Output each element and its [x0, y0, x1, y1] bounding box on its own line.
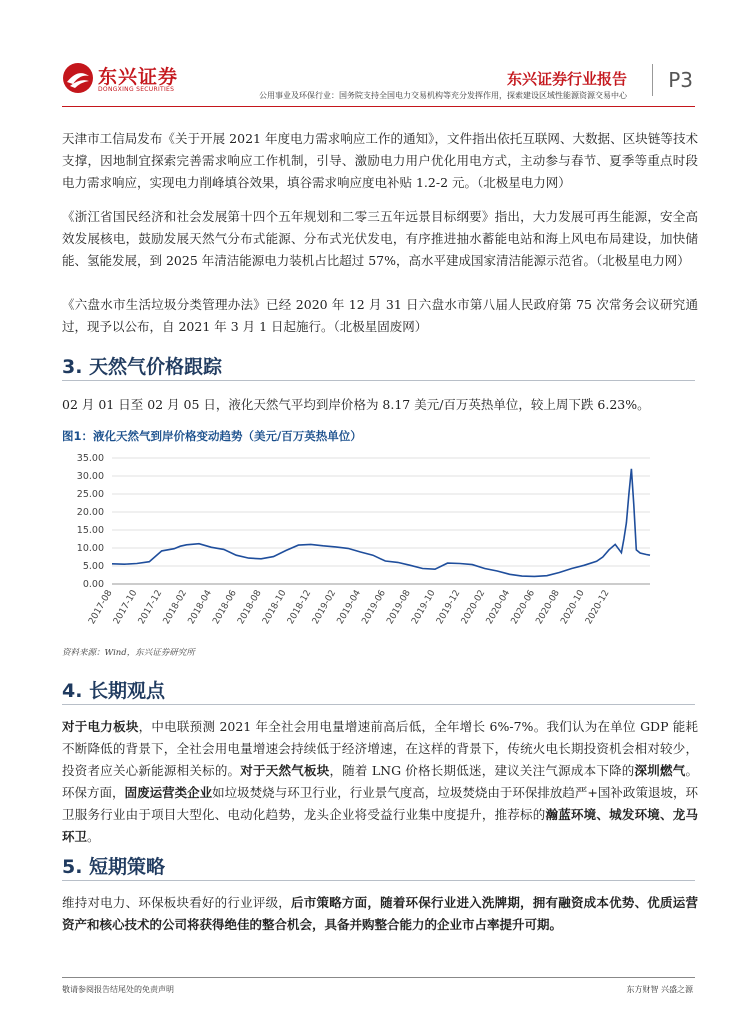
- text-span: ，随着 LNG 价格长期低迷，建议关注气源成本下降的: [329, 763, 635, 778]
- footer-disclaimer: 敬请参阅报告结尾处的免责声明: [62, 985, 174, 994]
- gas-price-summary: 02 月 01 日至 02 月 05 日，液化天然气平均到岸价格为 8.17 美元/百万英热单位，较上周下跌 6.23%。: [62, 397, 650, 412]
- x-tick-label: 2019-04: [335, 588, 364, 627]
- section-heading-gas-price: 3. 天然气价格跟踪: [62, 356, 223, 378]
- short-term-strategy: [62, 892, 698, 936]
- y-tick-label: 20.00: [76, 507, 104, 518]
- logo-emblem-icon: [62, 62, 94, 94]
- x-tick-label: 2020-04: [484, 588, 513, 627]
- news-paragraph-zhejiang: 《浙江省国民经济和社会发展第十四个五年规划和二零三五年远景目标纲要》指出，大力发展可再生能源，安全高效发展核电，鼓励发展天然气分布式能源、分布式光伏发电，有序推进抽水蓄能电站和海上风电布局建设，加快储能、氢能发展，到 2025 年清洁能源电力装机占比超过 57%，高水平建成国家清洁能源示范省。（北极星电力网）: [62, 209, 698, 268]
- text-span: ，中电联预测 2021 年全社会用电量增速前高后低，全年增长 6%-7%。我们认为在单位 GDP 能耗不断降低的背景下，全社会用电量增速会持续低于经济增速，在这样的背景下，传统火电长期投资机会相对较少，投资者应关心新能源相关标的。: [62, 719, 698, 778]
- footer-rule: [62, 977, 695, 978]
- y-tick-label: 25.00: [76, 489, 104, 500]
- lng-price-line: [112, 469, 650, 577]
- x-tick-label: 2019-08: [385, 588, 413, 627]
- y-tick-label: 15.00: [76, 525, 104, 536]
- footer-slogan: 东方财智 兴盛之源: [626, 985, 693, 994]
- header-subtitle: 公用事业及环保行业：国务院支持全国电力交易机构等充分发挥作用，探索建设区域性能源资源交易中心: [259, 91, 627, 100]
- section-heading-short-term: 5. 短期策略: [62, 856, 166, 878]
- x-tick-label: 2017-08: [87, 588, 115, 627]
- x-tick-label: 2018-06: [211, 588, 239, 627]
- figure-title: 图1：液化天然气到岸价格变动趋势（美元/百万英热单位）: [62, 429, 362, 443]
- y-tick-label: 30.00: [76, 471, 104, 482]
- figure-source: 资料来源：Wind，东兴证券研究所: [62, 648, 195, 658]
- y-tick-label: 35.00: [76, 453, 104, 464]
- section-rule: [62, 380, 695, 381]
- x-tick-label: 2018-12: [285, 588, 314, 627]
- x-tick-label: 2017-12: [136, 588, 165, 627]
- logo-text-en: DONGXING SECURITIES: [98, 86, 175, 93]
- y-tick-label: 5.00: [82, 561, 104, 572]
- section-heading-long-term: 4. 长期观点: [62, 680, 166, 702]
- x-tick-label: 2020-12: [584, 588, 612, 627]
- header-divider: [652, 64, 653, 96]
- logo-text-cn: 东兴证券: [98, 66, 179, 88]
- x-tick-label: 2019-10: [410, 588, 438, 627]
- x-tick-label: 2020-08: [534, 588, 562, 627]
- lng-price-chart: [62, 446, 695, 644]
- x-tick-label: 2019-12: [435, 588, 463, 627]
- text-span: 如垃圾焚烧与环卫行业，行业景气度高，垃圾焚烧由于环保排放趋严+国补政策退坡，环卫服务行业由于项目大型化、电动化趋势，龙头企业将受益行业集中度提升，推荐标的: [62, 785, 698, 822]
- y-tick-label: 0.00: [82, 579, 104, 590]
- x-tick-label: 2020-06: [509, 588, 538, 627]
- x-axis: [87, 588, 611, 626]
- news-paragraph-liupanshui: 《六盘水市生活垃圾分类管理办法》已经 2020 年 12 月 31 日六盘水市第八届人民政府第 75 次常务会议研究通过，现予以公布，自 2021 年 3 月 1 日起施行。（北极星固废网）: [62, 297, 698, 334]
- bold-strategy: 后市策略方面，随着环保行业进入洗牌期，拥有融资成本优势、优质运营资产和核心技术的公司将获得绝佳的整合机会，具备并购整合能力的企业市占率提升可期。: [62, 895, 698, 932]
- news-paragraph-tianjin: 天津市工信局发布《关于开展 2021 年度电力需求响应工作的通知》，文件指出依托互联网、大数据、区块链等技术支撑，因地制宜探索完善需求响应工作机制，引导、激励电力用户优化用电方式，主动参与春节、夏季等重点时段电力需求响应，实现电力削峰填谷效果，填谷需求响应度电补贴 1.2-2 元。（北极星电力网）: [62, 131, 698, 190]
- x-tick-label: 2020-02: [459, 588, 488, 627]
- section-rule: [62, 704, 695, 705]
- long-term-view: [62, 716, 698, 848]
- bold-shenzhen-gas: 深圳燃气: [634, 763, 686, 778]
- y-tick-label: 10.00: [76, 543, 104, 554]
- x-tick-label: 2017-10: [111, 588, 140, 627]
- company-logo: [62, 60, 182, 100]
- page-number: P3: [668, 68, 693, 92]
- x-tick-label: 2018-10: [261, 588, 289, 627]
- section-rule: [62, 880, 695, 881]
- x-tick-label: 2019-02: [310, 588, 339, 627]
- bold-solid-waste: 固废运营类企业: [124, 785, 213, 800]
- text-span: 。环保方面，: [62, 763, 698, 800]
- report-title: 东兴证券行业报告: [506, 70, 627, 88]
- x-tick-label: 2019-06: [360, 588, 388, 627]
- x-tick-label: 2018-04: [186, 588, 214, 627]
- x-tick-label: 2018-08: [236, 588, 264, 627]
- x-tick-label: 2020-10: [559, 588, 587, 627]
- bold-power-sector: 对于电力板块: [62, 719, 139, 734]
- y-axis: [77, 453, 650, 590]
- x-tick-label: 2018-02: [161, 588, 190, 627]
- text-span: 维持对电力、环保板块看好的行业评级，: [62, 895, 292, 910]
- bold-recommended-stocks: 瀚蓝环境、城发环境、龙马环卫: [62, 807, 698, 844]
- bold-gas-sector: 对于天然气板块: [240, 763, 330, 778]
- header-rule: [62, 106, 695, 107]
- text-span: 。: [87, 829, 100, 844]
